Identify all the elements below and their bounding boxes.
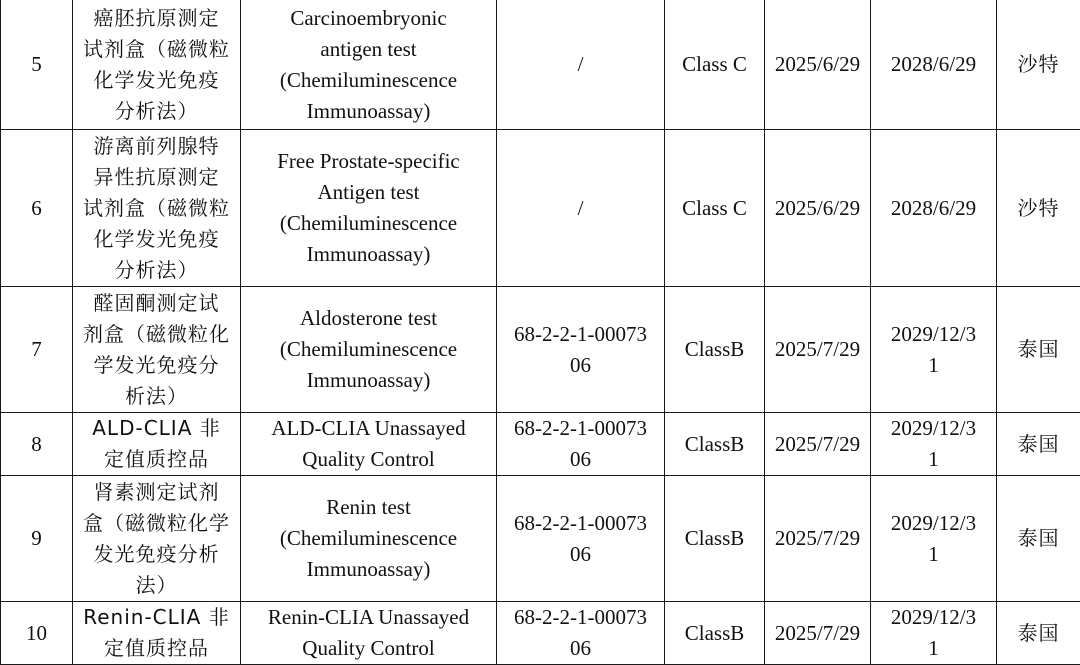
device-class: ClassB [665,476,765,602]
product-name-cn: 肾素测定试剂 盒（磁微粒化学 发光免疫分析 法） [73,476,241,602]
device-class: Class C [665,0,765,130]
device-class: ClassB [665,602,765,665]
product-name-cn: 醛固酮测定试 剂盒（磁微粒化 学发光免疫分 析法） [73,287,241,413]
country: 沙特 [997,130,1080,287]
approval-date: 2025/7/29 [765,287,871,413]
row-number: 9 [1,476,73,602]
device-class: ClassB [665,287,765,413]
country: 沙特 [997,0,1080,130]
table-row [1,476,1080,602]
product-name-en: Carcinoembryonic antigen test (Chemiluminescence Immunoassay) [241,0,497,130]
approval-date: 2025/7/29 [765,413,871,476]
country: 泰国 [997,476,1080,602]
country: 泰国 [997,413,1080,476]
table-row [1,287,1080,413]
table-row [1,602,1080,665]
product-name-en: ALD-CLIA Unassayed Quality Control [241,413,497,476]
registration-number: 68-2-2-1-00073 06 [497,413,665,476]
product-name-cn: Renin-CLIA 非 定值质控品 [73,602,241,665]
product-name-en: Aldosterone test (Chemiluminescence Immunoassay) [241,287,497,413]
approval-date: 2025/7/29 [765,476,871,602]
row-number: 10 [1,602,73,665]
country: 泰国 [997,602,1080,665]
expiry-date: 2029/12/3 1 [871,602,997,665]
registration-number: / [497,130,665,287]
country: 泰国 [997,287,1080,413]
registration-number: 68-2-2-1-00073 06 [497,602,665,665]
device-class: Class C [665,130,765,287]
approval-date: 2025/6/29 [765,130,871,287]
table-row [1,413,1080,476]
product-name-en: Free Prostate-specific Antigen test (Chemiluminescence Immunoassay) [241,130,497,287]
table-row [1,0,1080,130]
product-name-cn: 癌胚抗原测定 试剂盒（磁微粒 化学发光免疫 分析法） [73,0,241,130]
table-row [1,130,1080,287]
row-number: 8 [1,413,73,476]
product-name-en: Renin test (Chemiluminescence Immunoassay) [241,476,497,602]
device-class: ClassB [665,413,765,476]
expiry-date: 2029/12/3 1 [871,476,997,602]
expiry-date: 2029/12/3 1 [871,413,997,476]
registration-number: 68-2-2-1-00073 06 [497,476,665,602]
row-number: 6 [1,130,73,287]
registration-number: 68-2-2-1-00073 06 [497,287,665,413]
approval-date: 2025/6/29 [765,0,871,130]
expiry-date: 2028/6/29 [871,130,997,287]
expiry-date: 2028/6/29 [871,0,997,130]
registration-number: / [497,0,665,130]
row-number: 7 [1,287,73,413]
product-name-cn: ALD-CLIA 非 定值质控品 [73,413,241,476]
approval-date: 2025/7/29 [765,602,871,665]
row-number: 5 [1,0,73,130]
expiry-date: 2029/12/3 1 [871,287,997,413]
product-name-cn: 游离前列腺特 异性抗原测定 试剂盒（磁微粒 化学发光免疫 分析法） [73,130,241,287]
product-name-en: Renin-CLIA Unassayed Quality Control [241,602,497,665]
